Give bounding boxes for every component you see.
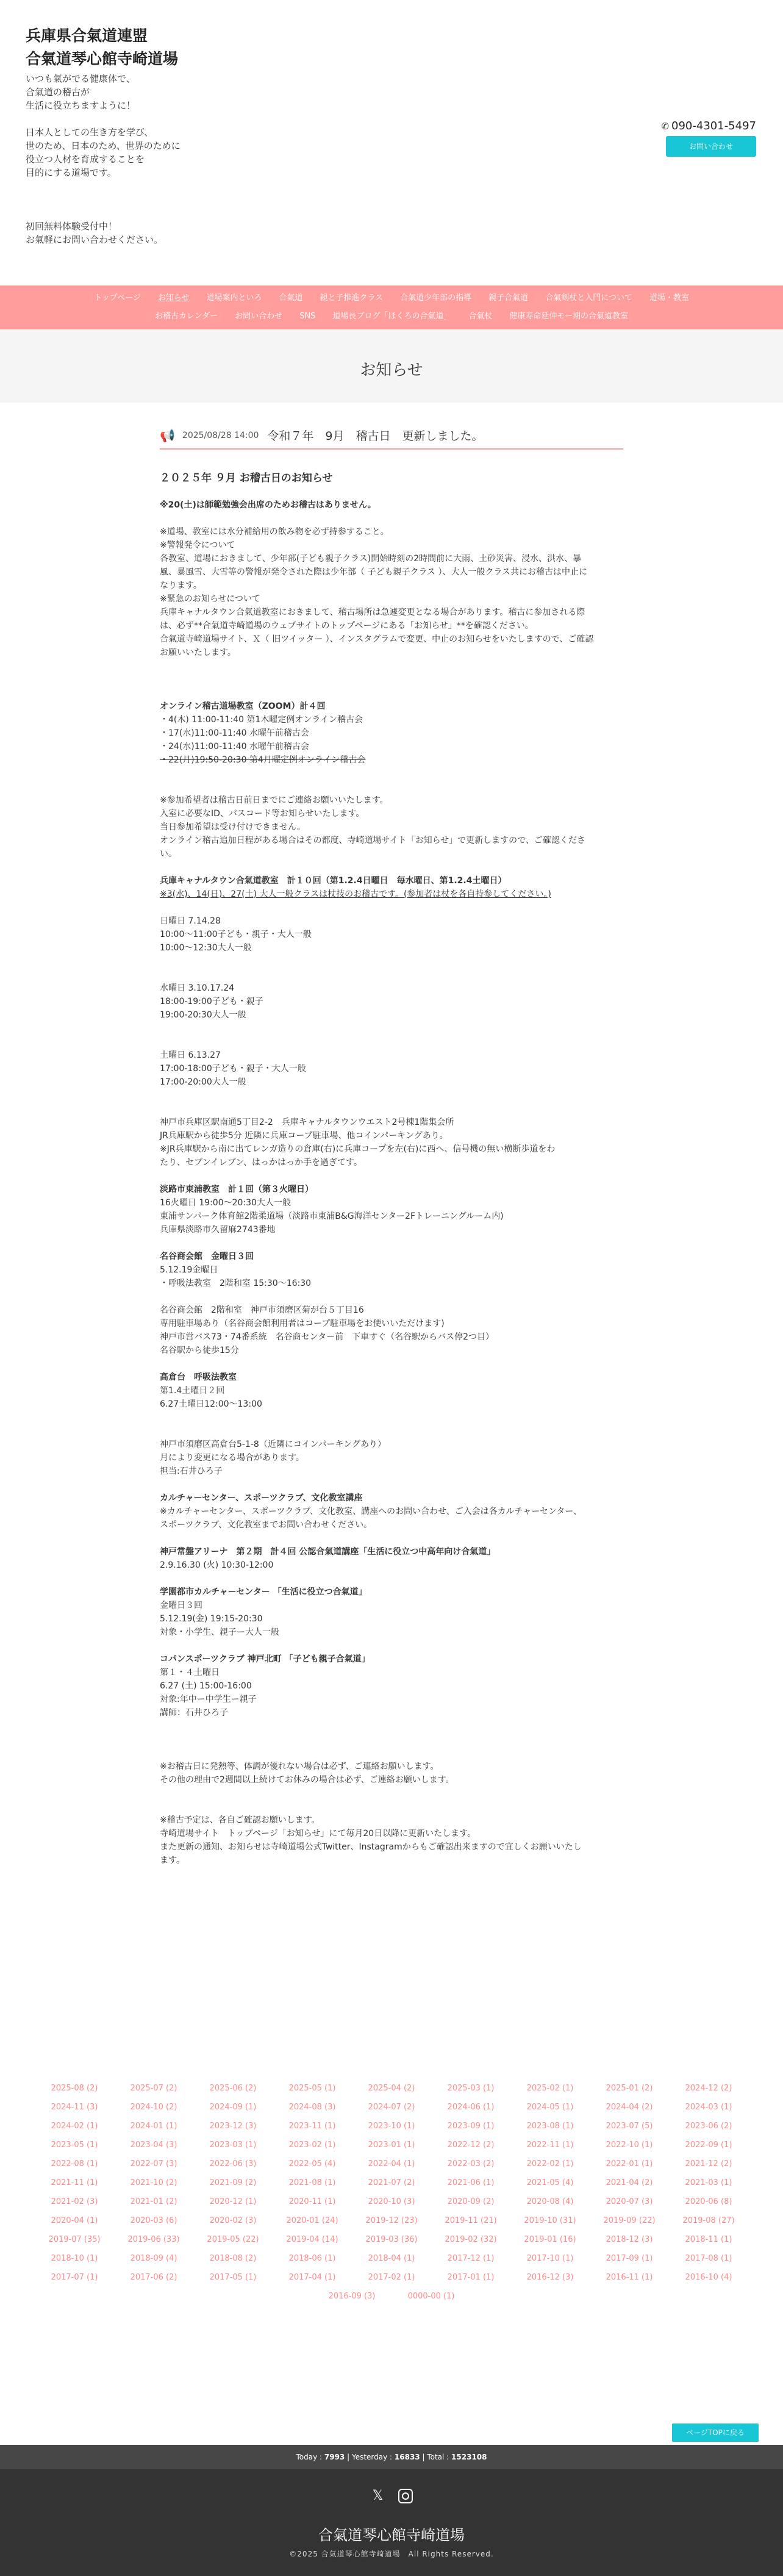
post-line	[160, 1035, 623, 1049]
post-line: ※緊急のお知らせについて	[160, 594, 261, 604]
post-line: カルチャーセンター、スポーツクラブ、文化教室講座	[160, 1493, 363, 1503]
post-line	[160, 767, 623, 780]
post-line: コパンスポーツクラブ 神戸北町 「子ども親子合氣道」	[160, 1654, 370, 1664]
post-line: オンライン稽古道場教室（ZOOM）計４回	[160, 701, 326, 711]
archive-link[interactable]: 2018-09 (4)	[130, 2254, 177, 2263]
post-line: ・24(水)11:00-11:40 水曜午前稽古会	[160, 742, 309, 752]
archive-link[interactable]: 2020-08 (4)	[526, 2197, 574, 2206]
access-counter: Today : 7993 | Yesterday : 16833 | Total : 1523108	[0, 2445, 783, 2469]
post-line: 日曜日 7.14.28	[160, 916, 221, 926]
archive-link[interactable]: 2021-09 (2)	[209, 2178, 257, 2187]
nav-item[interactable]: SNS	[299, 312, 316, 321]
post-line: ※20(土)は師範勉強会出席のためお稽古はありません。	[160, 500, 376, 510]
post-line: 2.9.16.30 (火) 10:30-12:00	[160, 1560, 274, 1570]
archive-link[interactable]: 2019-06 (33)	[127, 2235, 180, 2244]
post-line: 講師：石井ひろ子	[160, 1708, 228, 1718]
post-line	[160, 968, 623, 981]
nav-item[interactable]: 合氣道少年部の指導	[400, 293, 472, 303]
archive-link[interactable]: 2017-02 (1)	[368, 2273, 415, 2282]
nav-item[interactable]: 合氣剣杖と入門について	[545, 293, 632, 303]
archive-link[interactable]: 2021-05 (4)	[526, 2178, 574, 2187]
archive-link[interactable]: 2019-12 (23)	[365, 2216, 418, 2225]
nav-item[interactable]: お稽古カレンダー	[155, 312, 218, 321]
archive-link[interactable]: 2021-08 (1)	[288, 2178, 336, 2187]
post-line	[160, 1169, 623, 1183]
archive-link[interactable]: 2024-05 (1)	[526, 2103, 574, 2112]
archive-link[interactable]: 2016-11 (1)	[606, 2273, 653, 2282]
archive-link[interactable]: 2020-07 (3)	[606, 2197, 653, 2206]
archive-link[interactable]: 2017-05 (1)	[209, 2273, 257, 2282]
nav-item[interactable]: 道場・教室	[649, 293, 689, 303]
post-line: その他の理由で2週間以上続けてお休みの場合は必ず、ご連絡お願いします。	[160, 1775, 454, 1785]
post-line	[160, 1424, 623, 1438]
archive-link[interactable]: 2021-02 (3)	[51, 2197, 98, 2206]
archive-link[interactable]: 2022-10 (1)	[606, 2140, 653, 2150]
archive-link[interactable]: 2020-03 (6)	[130, 2216, 177, 2225]
post-line: お願いいたします。	[160, 648, 236, 658]
archive-link[interactable]: 2019-09 (22)	[603, 2216, 656, 2225]
counter-total: 1523108	[451, 2453, 487, 2461]
post-line: ※稽古予定は、各自ご確認お願いします。	[160, 1815, 320, 1825]
catch-line: 初回無料体験受付中！	[26, 221, 118, 232]
catch-copy	[26, 72, 181, 246]
catch-line: 日本人としての生き方を学び、	[26, 127, 154, 138]
social-links	[0, 2488, 783, 2505]
catch-line	[26, 206, 181, 220]
post-line: 神戸市兵庫区駅南通5丁目2-2 兵庫キャナルタウンウエスト2号棟1階集会所	[160, 1118, 454, 1127]
post-line: 10:00〜11:00子ども・親子・大人一般	[160, 930, 312, 939]
nav-item[interactable]: お知らせ	[157, 293, 190, 303]
post-line: 名谷駅から徒歩15分	[160, 1346, 239, 1355]
archive-link[interactable]: 2024-02 (1)	[51, 2122, 98, 2131]
page-title: お知らせ	[360, 361, 423, 379]
post-line	[160, 901, 623, 914]
counter-today: 7993	[324, 2453, 345, 2461]
archive-link[interactable]: 2020-04 (1)	[51, 2216, 98, 2225]
archive-link[interactable]: 2024-10 (2)	[130, 2103, 177, 2112]
post-line	[160, 1411, 623, 1424]
post-line: ※警報発令について	[160, 540, 235, 550]
archive-link[interactable]: 2020-10 (3)	[368, 2197, 415, 2206]
post-line: 学園都市カルチャーセンター 「生活に役立つ合氣道」	[160, 1587, 367, 1597]
archive-link[interactable]: 2017-04 (1)	[288, 2273, 336, 2282]
archive-link[interactable]: 2024-07 (2)	[368, 2103, 415, 2112]
archive-link[interactable]: 2025-01 (2)	[606, 2084, 653, 2093]
post-line: 東浦サンパーク体育館2階柔道場（淡路市東浦B&G海洋センター2Fトレーニングルーム内)	[160, 1211, 504, 1221]
post-line: 6.27土曜日12:00〜13:00	[160, 1399, 262, 1409]
archive-link[interactable]: 2023-09 (1)	[447, 2122, 495, 2131]
archive-link[interactable]: 2017-09 (1)	[606, 2254, 653, 2263]
counter-total-label: Total :	[427, 2453, 449, 2461]
archive-link[interactable]: 2022-08 (1)	[51, 2159, 98, 2169]
post-line: 兵庫県淡路市久留麻2743番地	[160, 1225, 276, 1235]
phone-text: 090-4301-5497	[671, 120, 756, 132]
post-line: ※お稽古日に発熱等、体調が優れない場合は必ず、ご連絡お願いします。	[160, 1762, 439, 1771]
post-line: たり、セブンイレブン、はっかはっか手を過ぎてす。	[160, 1158, 362, 1168]
post-line: 19:00-20:30大人一般	[160, 1010, 246, 1020]
post-line: また更新の通知、お知らせは寺崎道場公式Twitter、Instagramからもご確認出来ますので宜しくお願いいたし	[160, 1842, 582, 1852]
post-line: ます。	[160, 1856, 185, 1865]
archive-link[interactable]: 2021-10 (2)	[130, 2178, 177, 2187]
post-line: ※JR兵庫駅から南に出てレンガ造りの倉庫(右)に兵庫コープを左(右)に西へ、信号機の無い横断歩道をわ	[160, 1144, 556, 1154]
archive-link[interactable]: 2017-07 (1)	[51, 2273, 98, 2282]
archive-link[interactable]: 2022-11 (1)	[526, 2140, 574, 2150]
post-date: 2025/08/28 14:00	[182, 430, 259, 440]
megaphone-icon: 📢	[160, 428, 175, 443]
archive-link[interactable]: 2023-10 (1)	[368, 2122, 415, 2131]
archive-link[interactable]: 2025-08 (2)	[51, 2084, 98, 2093]
post-line	[160, 1357, 623, 1371]
post-line: 対象・小学生、親子ー大人一般	[160, 1627, 279, 1637]
instagram-icon[interactable]	[397, 2488, 414, 2505]
header-contact	[659, 120, 756, 157]
global-nav	[0, 285, 783, 329]
archive-link[interactable]: 2016-10 (4)	[685, 2273, 732, 2282]
archive-link[interactable]: 2024-08 (3)	[288, 2103, 336, 2112]
post-line: い。	[160, 849, 177, 859]
archive-link[interactable]: 2019-07 (35)	[48, 2235, 101, 2244]
post-body	[160, 472, 623, 1867]
post-line: ※道場、教室には水分補給用の飲み物を必ず持参すること。	[160, 527, 389, 537]
archive-list	[34, 2079, 749, 2306]
site-title-line2[interactable]: 合氣道琴心館寺崎道場	[26, 50, 179, 68]
post-line: 対象:年中ー中学生ー親子	[160, 1695, 257, 1704]
post-line: ※参加希望者は稽古日前日までにご連絡お願いいたします。	[160, 795, 388, 805]
archive-link[interactable]: 2024-12 (2)	[685, 2084, 732, 2093]
archive-link[interactable]: 2020-02 (3)	[209, 2216, 257, 2225]
post-line: 風、暴風雪、大雪等の警報が発令された際は少年部（ 子ども親子クラス ）、大人一般クラス共にお稽古は中止に	[160, 567, 588, 577]
archive-link[interactable]: 2022-03 (2)	[447, 2159, 495, 2169]
counter-yesterday-label: Yesterday :	[351, 2453, 393, 2461]
post-line	[160, 485, 623, 498]
archive-link[interactable]: 2021-04 (2)	[606, 2178, 653, 2187]
post-line	[160, 780, 623, 794]
contact-button[interactable]: お問い合わせ	[666, 136, 756, 157]
archive-link[interactable]: 2022-07 (3)	[130, 2159, 177, 2169]
post-line: 水曜日 3.10.17.24	[160, 983, 235, 993]
catch-line	[26, 112, 181, 126]
archive-link[interactable]: 2025-05 (1)	[288, 2084, 336, 2093]
monthly-archive	[34, 2079, 749, 2306]
post-line	[160, 1532, 623, 1545]
post-line	[160, 1639, 623, 1652]
archive-link[interactable]: 0000-00 (1)	[407, 2292, 455, 2301]
post-line: 16火曜日 19:00〜20:30大人一般	[160, 1198, 291, 1208]
post-line: 寺崎道場サイト トップページ「お知らせ」にて毎月20日以降に更新いたします。	[160, 1829, 476, 1839]
post-title[interactable]: 令和７年 9月 稽古日 更新しました。	[267, 429, 484, 443]
post-line: 入室に必要なID、パスコード等お知らせいたします。	[160, 809, 365, 819]
archive-link[interactable]: 2017-08 (1)	[685, 2254, 732, 2263]
nav-row-1	[0, 292, 783, 305]
post-line	[160, 1290, 623, 1304]
post-line	[160, 955, 623, 968]
nav-item[interactable]: トップページ	[94, 293, 141, 303]
archive-link[interactable]: 2021-03 (1)	[685, 2178, 732, 2187]
archive-link[interactable]: 2022-04 (1)	[368, 2159, 415, 2169]
x-icon[interactable]: 𝕏	[372, 2488, 384, 2503]
nav-item[interactable]: お問い合わせ	[235, 312, 283, 321]
archive-link[interactable]: 2022-06 (3)	[209, 2159, 257, 2169]
post-line: オンライン稽古追加日程がある場合はその都度、寺崎道場サイト「お知らせ」で更新しますので、ご確認くださ	[160, 836, 585, 845]
site-title-line1[interactable]: 兵庫県合氣道連盟	[26, 27, 148, 45]
archive-link[interactable]: 2016-09 (3)	[328, 2292, 376, 2301]
archive-link[interactable]: 2021-07 (2)	[368, 2178, 415, 2187]
post-line: 専用駐車場あり（名谷商会館利用者はコープ駐車場をお使いいただけます)	[160, 1319, 445, 1329]
post-line: 淡路市東浦教室 計１回（第３火曜日）	[160, 1185, 313, 1194]
counter-today-label: Today :	[296, 2453, 323, 2461]
archive-link[interactable]: 2023-01 (1)	[368, 2140, 415, 2150]
post-line: ・22(月)19:50-20:30 第4月曜定例オンライン稽古会	[160, 755, 366, 765]
post-line: 17:00-18:00子ども・親子・大人一般	[160, 1064, 306, 1074]
nav-item[interactable]: 合氣杖	[468, 312, 493, 321]
archive-link[interactable]: 2023-12 (3)	[209, 2122, 257, 2131]
post-line	[160, 1800, 623, 1814]
archive-link[interactable]: 2021-12 (2)	[685, 2159, 732, 2169]
nav-item[interactable]: 道場案内といろ	[206, 293, 262, 303]
archive-link[interactable]: 2023-03 (1)	[209, 2140, 257, 2150]
post-line	[160, 1022, 623, 1035]
archive-link[interactable]: 2024-09 (1)	[209, 2103, 257, 2112]
post-line	[160, 1733, 623, 1746]
post-line: 10:00〜12:30大人一般	[160, 943, 252, 953]
nav-item[interactable]: 親子合氣道	[488, 293, 529, 303]
catch-line: 世のため、日本のため、世界のために	[26, 140, 181, 151]
catch-line: 目的にする道場です。	[26, 167, 116, 178]
post-line: 神戸常盤アリーナ 第２期 計４回 公認合氣道講座「生活に役立つ中高年向け合氣道」	[160, 1547, 496, 1557]
page-heading-band	[0, 329, 783, 403]
nav-item[interactable]: 親と子推進クラス	[320, 293, 384, 303]
archive-link[interactable]: 2018-11 (1)	[685, 2235, 732, 2244]
post-line: ※3(水)、14(日)、27(土) 大人一般クラスは杖技のお稽古です。(参加者は杖を各自持参してください。)	[160, 889, 551, 899]
post-line	[160, 1478, 623, 1491]
post-line: は、必ず**合氣道寺崎道場のウェブサイトのトップページにある「お知らせ」**を確認ください。	[160, 621, 534, 631]
archive-link[interactable]: 2018-10 (1)	[51, 2254, 98, 2263]
archive-link[interactable]: 2024-06 (1)	[447, 2103, 495, 2112]
archive-link[interactable]: 2020-01 (24)	[286, 2216, 338, 2225]
archive-link[interactable]: 2025-02 (1)	[526, 2084, 574, 2093]
post-line	[160, 1746, 623, 1760]
archive-link[interactable]: 2020-06 (8)	[685, 2197, 732, 2206]
archive-link[interactable]: 2018-12 (3)	[606, 2235, 653, 2244]
archive-link[interactable]: 2017-10 (1)	[526, 2254, 574, 2263]
post-line: ２０２５年 ９月 お稽古日のお知らせ	[160, 472, 333, 484]
post-line: 当日参加希望は受け付けできません。	[160, 822, 306, 832]
archive-link[interactable]: 2023-06 (2)	[685, 2122, 732, 2131]
archive-link[interactable]: 2023-11 (1)	[288, 2122, 336, 2131]
archive-link[interactable]: 2023-05 (1)	[51, 2140, 98, 2150]
post-line: 第１・４土曜日	[160, 1668, 220, 1677]
archive-link[interactable]: 2019-02 (32)	[445, 2235, 497, 2244]
post-line: ・4(木) 11:00-11:40 第1木曜定例オンライン稽古会	[160, 715, 363, 725]
archive-link[interactable]: 2022-01 (1)	[606, 2159, 653, 2169]
archive-link[interactable]: 2022-02 (1)	[526, 2159, 574, 2169]
phone-number[interactable]	[659, 120, 756, 132]
post-line: 高倉台 呼吸法教室	[160, 1372, 237, 1382]
catch-line	[26, 179, 181, 193]
post-line: ・17(水)11:00-11:40 水曜午前稽古会	[160, 728, 309, 738]
news-article	[160, 427, 623, 1867]
archive-link[interactable]: 2019-10 (31)	[524, 2216, 576, 2225]
post-line: 担当:石井ひろ子	[160, 1466, 223, 1476]
archive-link[interactable]: 2024-03 (1)	[685, 2103, 732, 2112]
post-line	[160, 861, 623, 874]
site-footer	[0, 2469, 783, 2576]
post-line: 兵庫キャナルタウン合氣道教室 計１０回（第1.2.4日曜日 毎水曜日、第1.2.4土曜日）	[160, 876, 507, 886]
archive-link[interactable]: 2025-03 (1)	[447, 2084, 495, 2093]
post-header	[160, 427, 623, 450]
copyright: ©2025 合氣道琴心館寺崎道場 All Rights Reserved.	[289, 2550, 494, 2558]
post-line: 神戸市須磨区高倉台5-1-8（近隣にコインパーキングあり）	[160, 1440, 387, 1449]
post-line: 月により変更になる場合があります。	[160, 1453, 304, 1463]
post-line: 兵庫キャナルタウン合氣道教室におきまして、稽古場所は急遽変更となる場合があります。稽古に参加される際	[160, 608, 585, 617]
archive-link[interactable]: 2018-04 (1)	[368, 2254, 415, 2263]
site-header	[0, 0, 783, 285]
post-line: 第1.4土曜日２回	[160, 1386, 225, 1396]
archive-link[interactable]: 2025-04 (2)	[368, 2084, 415, 2093]
archive-link[interactable]: 2016-12 (3)	[526, 2273, 574, 2282]
post-line	[160, 1236, 623, 1250]
archive-link[interactable]: 2021-11 (1)	[51, 2178, 98, 2187]
archive-link[interactable]: 2019-05 (22)	[207, 2235, 259, 2244]
archive-link[interactable]: 2019-11 (21)	[445, 2216, 497, 2225]
post-line: 6.27 (土) 15:00-16:00	[160, 1681, 252, 1691]
post-line	[160, 1787, 623, 1800]
post-line: 5.12.19金曜日	[160, 1265, 218, 1275]
back-to-top-button[interactable]: ページTOPに戻る	[672, 2424, 759, 2442]
catch-line: 生活に役立ちますように！	[26, 100, 136, 111]
archive-link[interactable]: 2025-06 (2)	[209, 2084, 257, 2093]
archive-link[interactable]: 2023-02 (1)	[288, 2140, 336, 2150]
post-line: 名谷商会館 2階和室 神戸市須磨区菊が台５丁目16	[160, 1305, 364, 1315]
archive-link[interactable]: 2017-01 (1)	[447, 2273, 495, 2282]
nav-item[interactable]: 道場長ブログ「ほくろの合氣道」	[332, 312, 452, 321]
archive-link[interactable]: 2017-12 (1)	[447, 2254, 495, 2263]
archive-link[interactable]: 2020-12 (1)	[209, 2197, 257, 2206]
nav-item[interactable]: 健康寿命延伸モー期の合氣道教室	[509, 312, 628, 321]
post-line	[160, 1572, 623, 1585]
counter-yesterday: 16833	[394, 2453, 420, 2461]
phone-icon: ✆	[661, 121, 670, 132]
post-line: スポーツクラブ、文化教室までお問い合わせください。	[160, 1520, 373, 1530]
archive-link[interactable]: 2019-03 (36)	[365, 2235, 418, 2244]
archive-link[interactable]: 2018-08 (2)	[209, 2254, 257, 2263]
post-line: JR兵庫駅から徒歩5分 近隣に兵庫コープ駐車場、他コインパーキングあり。	[160, 1131, 448, 1141]
post-line: 金曜日３回	[160, 1601, 202, 1610]
archive-link[interactable]: 2023-07 (5)	[606, 2122, 653, 2131]
post-line: 名谷商会館 金曜日３回	[160, 1252, 254, 1261]
archive-link[interactable]: 2024-01 (1)	[130, 2122, 177, 2131]
archive-link[interactable]: 2020-09 (2)	[447, 2197, 495, 2206]
post-line: 土曜日 6.13.27	[160, 1050, 221, 1060]
archive-link[interactable]: 2022-12 (2)	[447, 2140, 495, 2150]
nav-row-2	[0, 310, 783, 323]
site-title[interactable]	[26, 24, 178, 71]
archive-link[interactable]: 2024-04 (2)	[606, 2103, 653, 2112]
archive-link[interactable]: 2021-06 (1)	[447, 2178, 495, 2187]
archive-link[interactable]: 2025-07 (2)	[130, 2084, 177, 2093]
post-line	[160, 686, 623, 700]
catch-line	[26, 193, 181, 206]
post-line	[160, 673, 623, 686]
archive-link[interactable]: 2018-06 (1)	[288, 2254, 336, 2263]
archive-link[interactable]: 2019-01 (16)	[524, 2235, 576, 2244]
post-line	[160, 1102, 623, 1116]
catch-line: 役立つ人材を育成することを	[26, 154, 145, 165]
post-line	[160, 1720, 623, 1733]
archive-link[interactable]: 2021-01 (2)	[130, 2197, 177, 2206]
post-line: 合氣道寺崎道場サイト、Ｘ（ 旧ツイッター ）、インスタグラムで変更、中止のお知らせをいたしますので、ご確認	[160, 634, 594, 644]
post-line: ・呼吸法教室 2階和室 15:30〜16:30	[160, 1279, 312, 1288]
catch-line: お氣軽にお問い合わせください。	[26, 234, 163, 245]
post-line	[160, 1089, 623, 1102]
footer-site-name[interactable]: 合氣道琴心館寺崎道場	[318, 2527, 465, 2544]
archive-link[interactable]: 2024-11 (3)	[51, 2103, 98, 2112]
post-line: 18:00-19:00子ども・親子	[160, 997, 263, 1006]
archive-link[interactable]: 2022-05 (4)	[288, 2159, 336, 2169]
post-line: 神戸市営バス73・74番系統 名谷商センター前 下車すぐ（名谷駅からバス停2つ目）	[160, 1332, 494, 1342]
post-line: 各教室、道場におきまして、少年部(子ども親子クラス)開始時刻の2時間前に大雨、土砂災害、浸水、洪水、暴	[160, 554, 582, 564]
archive-link[interactable]: 2019-04 (14)	[286, 2235, 338, 2244]
post-line	[160, 659, 623, 673]
nav-item[interactable]: 合氣道	[279, 293, 303, 303]
archive-link[interactable]: 2020-11 (1)	[288, 2197, 336, 2206]
archive-link[interactable]: 2022-09 (1)	[685, 2140, 732, 2150]
archive-link[interactable]: 2017-06 (2)	[130, 2273, 177, 2282]
archive-link[interactable]: 2023-08 (1)	[526, 2122, 574, 2131]
post-line: 5.12.19(金) 19:15-20:30	[160, 1614, 263, 1624]
post-line: 17:00-20:00大人一般	[160, 1077, 246, 1087]
catch-line: 合氣道の稽古が	[26, 87, 90, 98]
archive-link[interactable]: 2019-08 (27)	[682, 2216, 735, 2225]
post-line: ※カルチャーセンター、スポーツクラブ、文化教室、講座へのお問い合わせ、ご入会は各カルチャーセンター、	[160, 1507, 582, 1516]
post-line: なります。	[160, 581, 202, 590]
catch-line: いつも氣がでる健康体で、	[26, 73, 135, 84]
archive-link[interactable]: 2023-04 (3)	[130, 2140, 177, 2150]
post-line	[160, 512, 623, 525]
